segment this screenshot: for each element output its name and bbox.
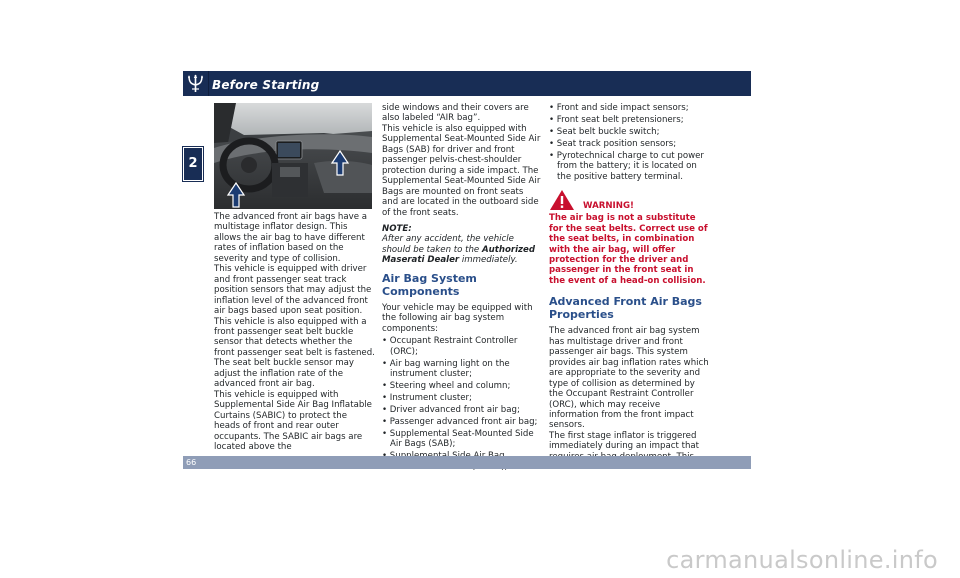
paragraph: This vehicle is also equipped with Supplemental Seat-Mounted Side Air Bags (SAB) for driver and front passenger pelvis-chest-shoulder protection during a side impact. The Supplemental Seat-Mounted Side Air Bags are mounted on front seats and are located in the outboard side of the front seats. (382, 123, 541, 218)
paragraph: This vehicle is equipped with Supplemental Side Air Bag Inflatable Curtains (SABIC) to protect the heads of front and rear outer occupants. The SABIC air bags are located above the (214, 389, 372, 452)
watermark: carmanualsonline.info (666, 546, 938, 574)
section-heading: Air Bag System Components (382, 271, 477, 298)
list-item: • Air bag warning light on the instrument cluster; (382, 358, 510, 380)
note-label: NOTE: (382, 223, 412, 234)
column-1 (214, 212, 375, 452)
paragraph: This vehicle is equipped with driver and front passenger seat track position sensors that may adjust the inflation level of the advanced front air bags based upon seat position. (214, 264, 372, 317)
note-text (382, 234, 542, 265)
column-2 (382, 103, 542, 474)
dealer-name: Authorized Maserati Dealer (382, 244, 536, 266)
brand-logo (183, 71, 209, 96)
paragraph: This vehicle is also equipped with a front passenger seat belt buckle sensor that detects whether the front passenger seat belt is fastened. The seat belt buckle sensor may adjust the inflation rate of the advanced front air bag. (214, 316, 375, 390)
warning-box (549, 191, 709, 286)
trident-icon (187, 74, 204, 93)
note-text-end: immediately. (459, 255, 518, 266)
chapter-tab (183, 147, 203, 181)
list-item: • Front and side impact sensors; (549, 103, 689, 113)
list-item: • Seat belt buckle switch; (549, 126, 660, 137)
list-item: • Passenger advanced front air bag; (382, 416, 538, 427)
warning-text: The air bag is not a substitute for the seat belts. Correct use of the seat belts, in combination with the air bag, will offer protection for the driver and passenger in the front seat in the event of a head-on collision. (549, 213, 708, 286)
list-item: • Seat track position sensors; (549, 138, 677, 149)
warning-title: WARNING! (583, 201, 634, 212)
list-item: • Pyrotechnical charge to cut power from the battery; it is located on the positive battery terminal. (549, 150, 704, 182)
list-item: • Driver advanced front air bag; (382, 404, 520, 415)
interior-photo (214, 103, 372, 209)
components-list-continued (549, 103, 709, 182)
list-item: • Front seat belt pretensioners; (549, 114, 684, 125)
page-title: Before Starting (212, 78, 320, 92)
footer-bar (183, 456, 751, 469)
column-3 (549, 103, 709, 462)
section-heading: Advanced Front Air Bags Properties (549, 295, 702, 322)
note-text-start: After any accident, the vehicle should be taken to the (382, 234, 514, 255)
warning-header (549, 191, 709, 211)
paragraph: side windows and their covers are also labeled “AIR bag”. (382, 103, 529, 124)
list-item: • Supplemental Seat-Mounted Side Air Bags (SAB); (382, 428, 534, 450)
paragraph: The advanced front air bag system has multistage driver and front passenger air bags. This system provides air bag inflation rates which are appropriate to the severity and type of collision as determined by the Occupant Restraint Controller (ORC), which may receive information from the front impact sensors. (549, 326, 709, 431)
page-number: 66 (186, 458, 197, 467)
list-item: • Occupant Restraint Controller (ORC); (382, 336, 518, 357)
list-item: • Instrument cluster; (382, 392, 472, 403)
paragraph: The first stage inflator is triggered immediately during an impact that (549, 430, 700, 452)
components-list (382, 336, 542, 472)
list-item: • Steering wheel and column; (382, 380, 511, 391)
chapter-number: 2 (188, 156, 198, 171)
paragraph: Your vehicle may be equipped with the following air bag system components: (382, 302, 533, 334)
paragraph: The advanced front air bags have a multistage inflator design. This allows the air bag to have different rates of inflation based on the severity and type of collision. (214, 212, 367, 264)
warning-icon (549, 189, 575, 211)
